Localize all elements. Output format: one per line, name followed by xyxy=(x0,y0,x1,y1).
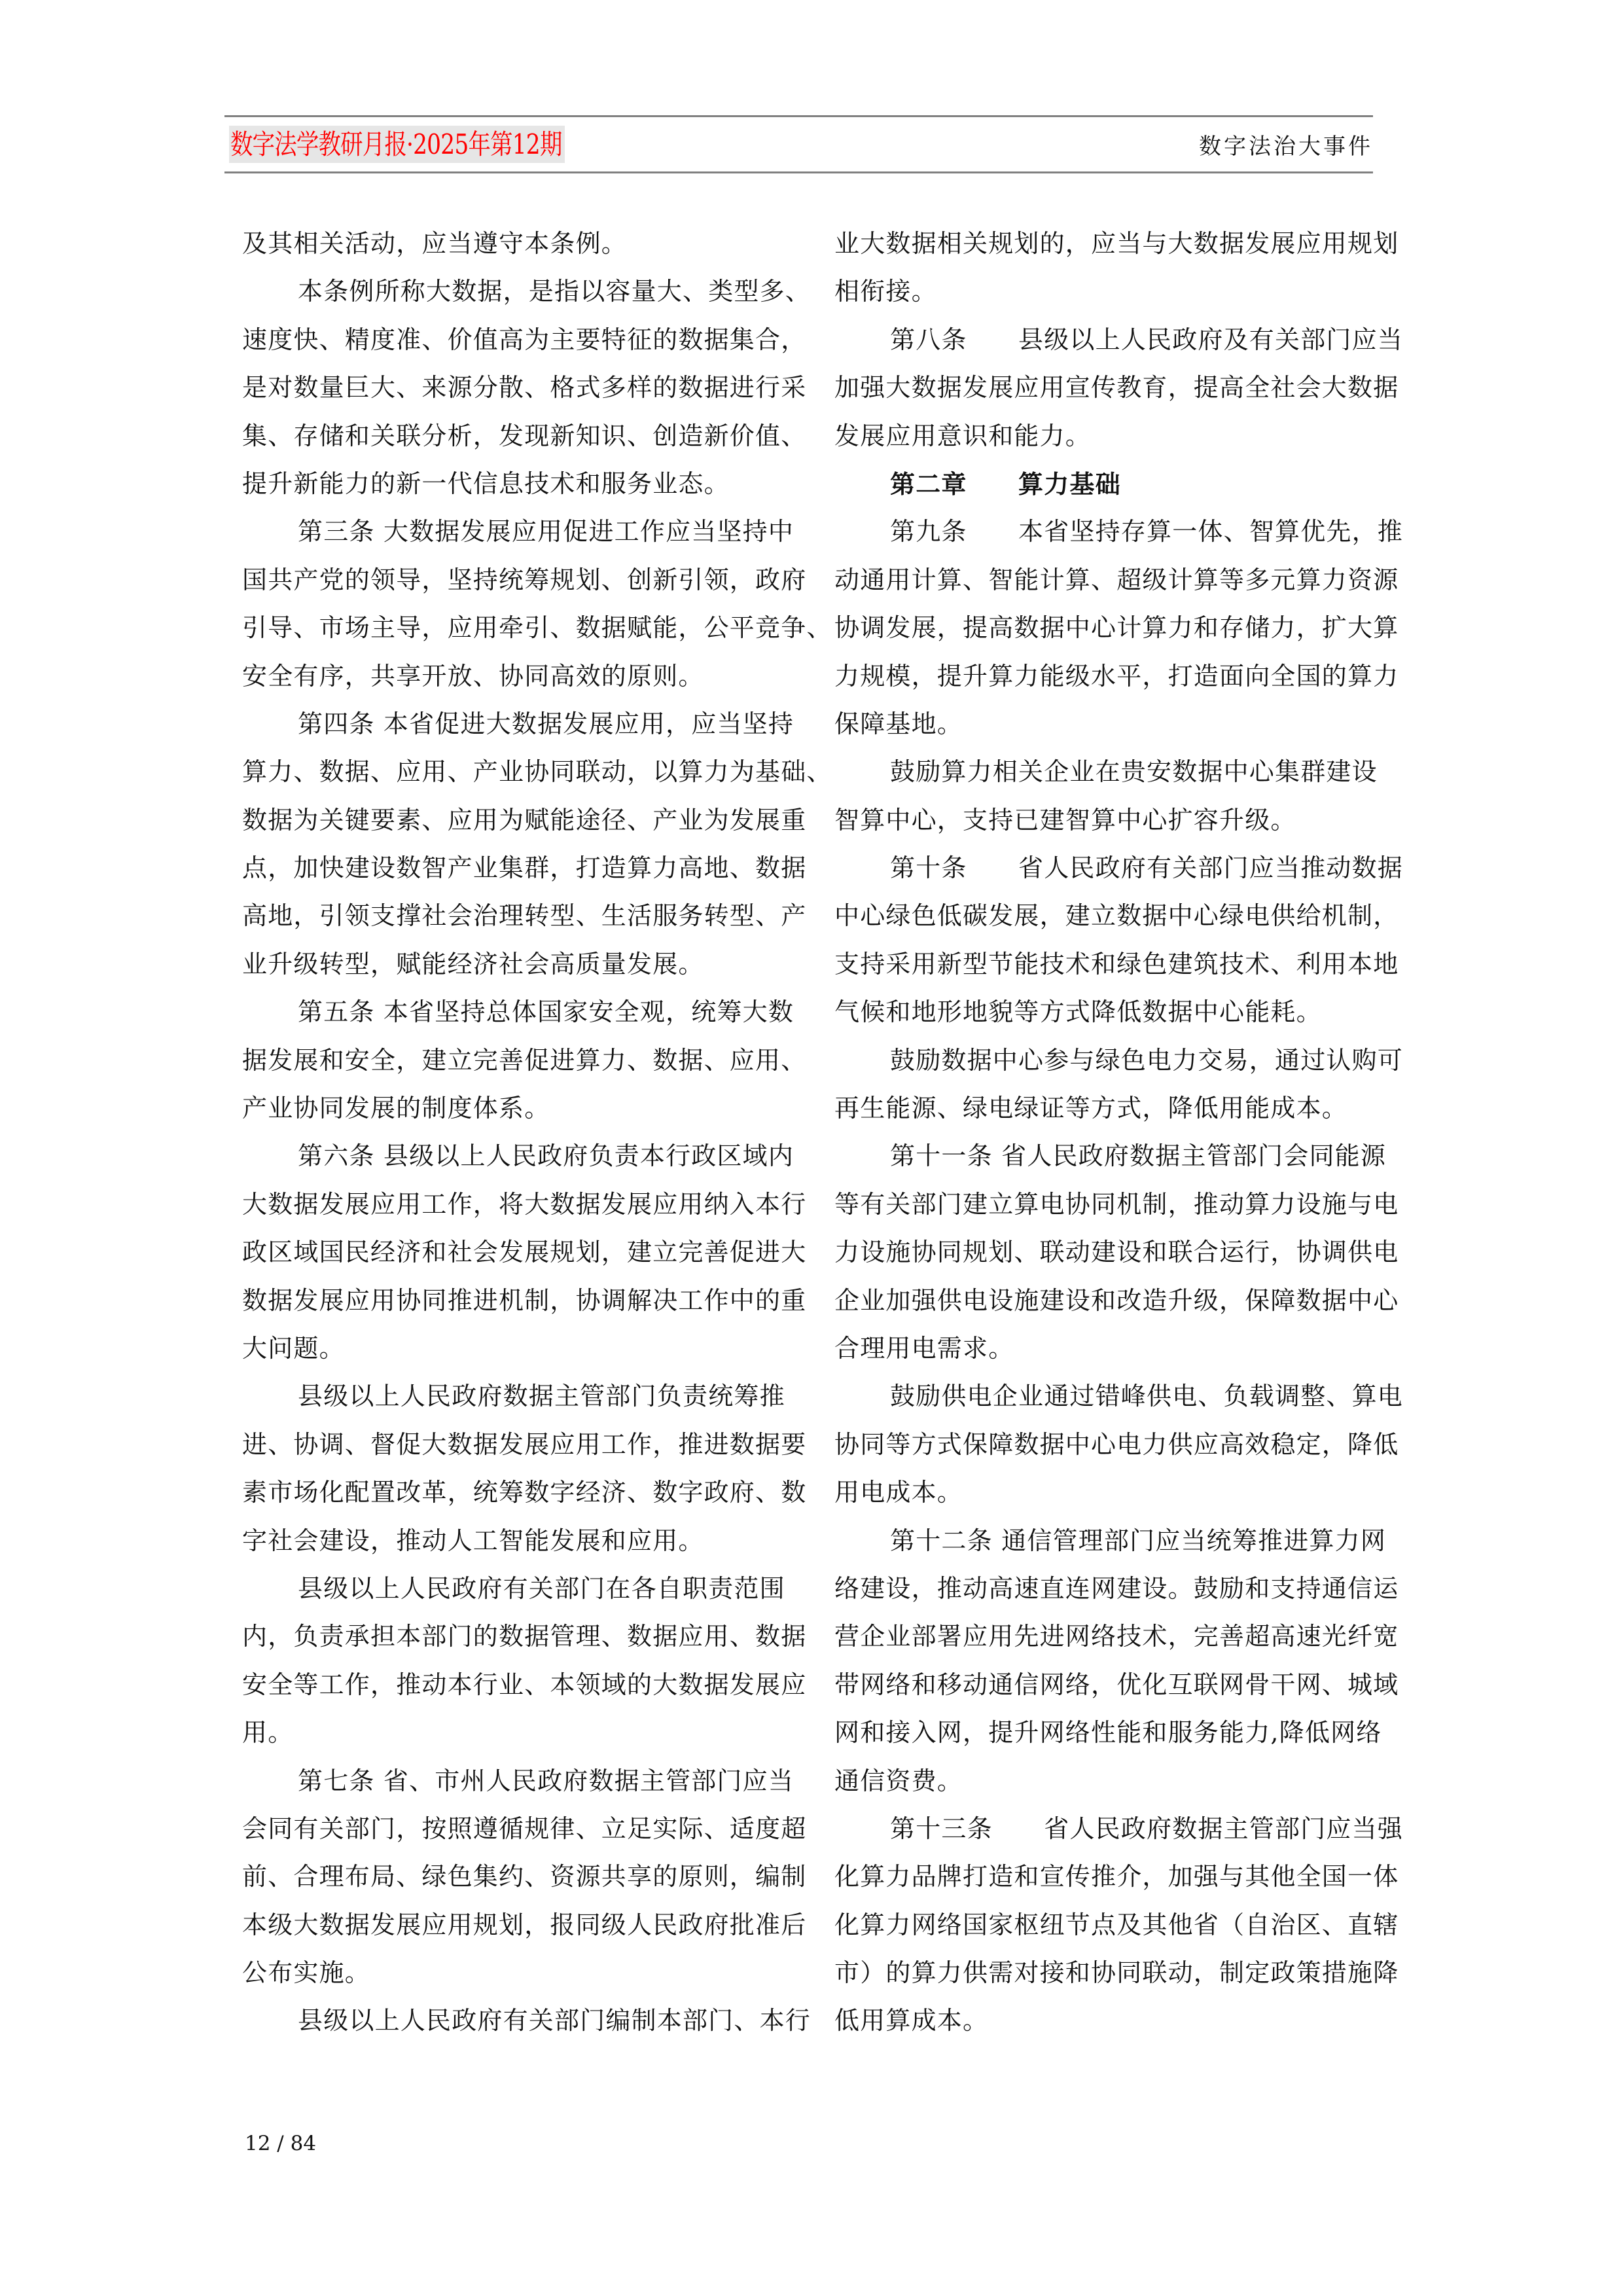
text-line: 协调发展，提高数据中心计算力和存储力，扩大算 xyxy=(834,613,1399,643)
text-line: 数据为关键要素、应用为赋能途径、产业为发展重 xyxy=(242,805,807,834)
text-line: 再生能源、绿电绿证等方式，降低用能成本。 xyxy=(834,1094,1348,1123)
text-line: 县级以上人民政府数据主管部门负责统筹推 xyxy=(298,1382,785,1411)
text-line: 是对数量巨大、来源分散、格式多样的数据进行采 xyxy=(242,373,807,403)
text-line: 力规模，提升算力能级水平，打造面向全国的算力 xyxy=(834,661,1399,691)
text-line: 及其相关活动，应当遵守本条例。 xyxy=(242,229,628,258)
text-line: 业大数据相关规划的，应当与大数据发展应用规划 xyxy=(834,229,1399,258)
text-line: 国共产党的领导，坚持统筹规划、创新引领，政府 xyxy=(242,565,807,594)
journal-title: 数字法学教研月报·2025年第12期 xyxy=(230,128,562,160)
text-line: 第四条 本省促进大数据发展应用，应当坚持 xyxy=(298,709,794,738)
text-line: 力设施协同规划、联动建设和联合运行，协调供电 xyxy=(834,1238,1399,1267)
text-line: 本级大数据发展应用规划，报同级人民政府批准后 xyxy=(242,1910,807,1939)
text-line: 大数据发展应用工作，将大数据发展应用纳入本行 xyxy=(242,1189,807,1219)
text-line: 县级以上人民政府有关部门在各自职责范围 xyxy=(298,1573,785,1603)
text-line: 络建设，推动高速直连网建设。鼓励和支持通信运 xyxy=(834,1573,1399,1603)
text-line: 相衔接。 xyxy=(834,277,937,306)
text-line: 支持采用新型节能技术和绿色建筑技术、利用本地 xyxy=(834,949,1399,978)
text-line: 高地，引领支撑社会治理转型、生活服务转型、产 xyxy=(242,901,807,931)
text-line: 动通用计算、智能计算、超级计算等多元算力资源 xyxy=(834,565,1399,594)
text-line: 带网络和移动通信网络，优化互联网骨干网、城域 xyxy=(834,1670,1399,1699)
text-line: 进、协调、督促大数据发展应用工作，推进数据要 xyxy=(242,1429,807,1459)
right-column xyxy=(834,220,1410,2045)
text-line: 县级以上人民政府有关部门编制本部门、本行 xyxy=(298,2006,812,2036)
text-line: 用电成本。 xyxy=(834,1478,963,1507)
text-line: 安全有序，共享开放、协同高效的原则。 xyxy=(242,661,704,691)
text-line: 点，加快建设数智产业集群，打造算力高地、数据 xyxy=(242,853,807,883)
header-top-rule xyxy=(224,115,1373,117)
text-line: 企业加强供电设施建设和改造升级，保障数据中心 xyxy=(834,1285,1399,1315)
text-line: 速度快、精度准、价值高为主要特征的数据集合， xyxy=(242,325,807,354)
text-line: 据发展和安全，建立完善促进算力、数据、应用、 xyxy=(242,1045,807,1075)
text-line: 政区域国民经济和社会发展规划，建立完善促进大 xyxy=(242,1238,807,1267)
text-line: 引导、市场主导，应用牵引、数据赋能，公平竞争、 xyxy=(242,613,832,643)
left-column xyxy=(242,220,832,2045)
text-line: 第六条 县级以上人民政府负责本行政区域内 xyxy=(298,1141,794,1171)
text-line: 前、合理布局、绿色集约、资源共享的原则，编制 xyxy=(242,1862,807,1892)
text-line: 数据发展应用协同推进机制，协调解决工作中的重 xyxy=(242,1285,807,1315)
text-line: 等有关部门建立算电协同机制，推动算力设施与电 xyxy=(834,1189,1399,1219)
text-line: 本条例所称大数据，是指以容量大、类型多、 xyxy=(298,277,812,306)
text-line: 中心绿色低碳发展，建立数据中心绿电供给机制， xyxy=(834,901,1399,931)
text-line: 第七条 省、市州人民政府数据主管部门应当 xyxy=(298,1766,794,1795)
text-line: 用。 xyxy=(242,1718,294,1748)
text-line: 鼓励数据中心参与绿色电力交易，通过认购可 xyxy=(890,1045,1404,1075)
text-line: 业升级转型，赋能经济社会高质量发展。 xyxy=(242,949,704,978)
text-line: 第五条 本省坚持总体国家安全观，统筹大数 xyxy=(298,997,794,1027)
text-line: 合理用电需求。 xyxy=(834,1333,1014,1363)
text-line: 化算力网络国家枢纽节点及其他省（自治区、直辖 xyxy=(834,1910,1399,1939)
text-line: 化算力品牌打造和宣传推介，加强与其他全国一体 xyxy=(834,1862,1399,1892)
text-line: 第十三条 省人民政府数据主管部门应当强 xyxy=(890,1814,1404,1843)
text-line: 智算中心，支持已建智算中心扩容升级。 xyxy=(834,805,1296,834)
text-line: 第十二条 通信管理部门应当统筹推进算力网 xyxy=(890,1526,1387,1555)
text-line: 第十一条 省人民政府数据主管部门会同能源 xyxy=(890,1141,1387,1171)
text-line: 营企业部署应用先进网络技术，完善超高速光纤宽 xyxy=(834,1622,1399,1651)
text-line: 加强大数据发展应用宣传教育，提高全社会大数据 xyxy=(834,373,1399,403)
chapter-heading: 第二章 算力基础 xyxy=(890,469,1121,499)
text-line: 低用算成本。 xyxy=(834,2006,989,2036)
header-bottom-rule xyxy=(224,171,1373,173)
text-line: 鼓励算力相关企业在贵安数据中心集群建设 xyxy=(890,757,1378,787)
text-line: 内，负责承担本部门的数据管理、数据应用、数据 xyxy=(242,1622,807,1651)
text-line: 通信资费。 xyxy=(834,1766,963,1795)
text-line: 第九条 本省坚持存算一体、智算优先，推 xyxy=(890,517,1404,547)
text-line: 集、存储和关联分析，发现新知识、创造新价值、 xyxy=(242,421,807,450)
text-line: 市）的算力供需对接和协同联动，制定政策措施降 xyxy=(834,1958,1399,1988)
text-line: 公布实施。 xyxy=(242,1958,371,1988)
section-title: 数字法治大事件 xyxy=(1199,134,1373,160)
text-line: 算力、数据、应用、产业协同联动，以算力为基础、 xyxy=(242,757,832,787)
text-line: 鼓励供电企业通过错峰供电、负载调整、算电 xyxy=(890,1382,1404,1411)
text-line: 素市场化配置改革，统筹数字经济、数字政府、数 xyxy=(242,1478,807,1507)
text-line: 字社会建设，推动人工智能发展和应用。 xyxy=(242,1526,704,1555)
text-line: 气候和地形地貌等方式降低数据中心能耗。 xyxy=(834,997,1322,1027)
text-line: 第三条 大数据发展应用促进工作应当坚持中 xyxy=(298,517,794,547)
text-line: 网和接入网，提升网络性能和服务能力,降低网络 xyxy=(834,1718,1382,1748)
text-line: 协同等方式保障数据中心电力供应高效稳定，降低 xyxy=(834,1429,1399,1459)
text-line: 会同有关部门，按照遵循规律、立足实际、适度超 xyxy=(242,1814,807,1843)
text-line: 保障基地。 xyxy=(834,709,963,738)
text-line: 第八条 县级以上人民政府及有关部门应当 xyxy=(890,325,1404,354)
text-line: 产业协同发展的制度体系。 xyxy=(242,1094,550,1123)
text-line: 第十条 省人民政府有关部门应当推动数据 xyxy=(890,853,1404,883)
page-number: 12 / 84 xyxy=(245,2132,317,2155)
text-line: 发展应用意识和能力。 xyxy=(834,421,1092,450)
text-line: 提升新能力的新一代信息技术和服务业态。 xyxy=(242,469,730,498)
text-line: 安全等工作，推动本行业、本领域的大数据发展应 xyxy=(242,1670,807,1699)
text-line: 大问题。 xyxy=(242,1333,345,1363)
